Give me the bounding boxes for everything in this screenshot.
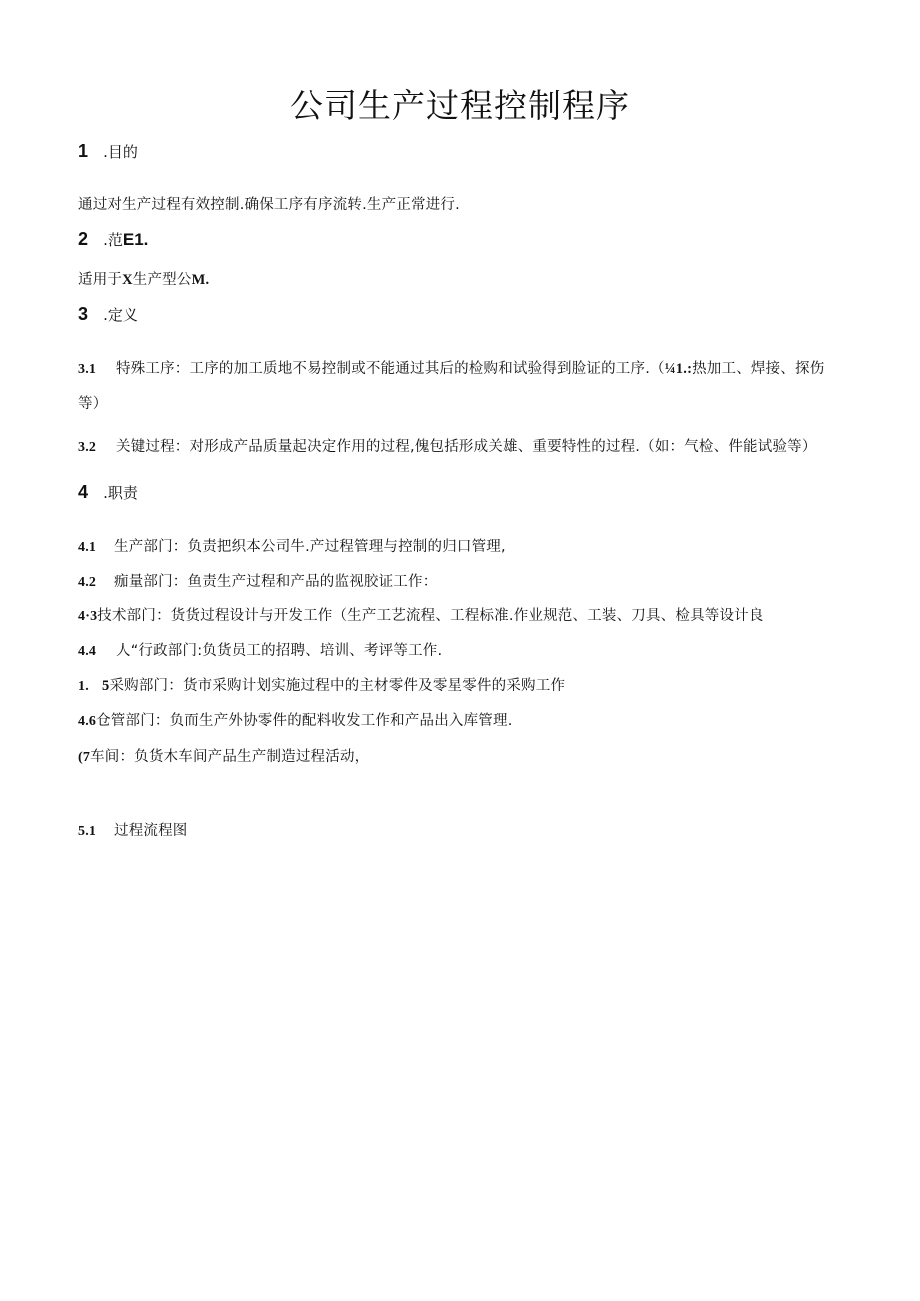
process-5-1 — [78, 819, 188, 840]
definition-3-1-text-b: ¼1.: — [664, 361, 693, 377]
responsibility-4-6-text: 仓管部门：负而生产外协零件的配料收发工作和产品出入库管理. — [96, 713, 513, 729]
responsibility-4-6 — [78, 709, 513, 730]
responsibility-4-3-number: 4·3 — [78, 609, 98, 624]
section-1-body: 通过对生产过程有效控制.确保工序有序流转.生产正常进行. — [78, 197, 460, 213]
responsibility-4-5-number: 1. — [78, 679, 89, 694]
responsibility-4-2-text: 痂量部门：鱼责生产过程和产品的监视胶证工作： — [114, 574, 438, 590]
section-1-heading — [78, 141, 138, 162]
section-2-number: 2 — [78, 229, 89, 249]
section-2-body-part-a: 适用于 — [78, 272, 123, 288]
responsibility-4-7 — [78, 745, 369, 766]
definition-3-1-number: 3.1 — [78, 362, 97, 377]
responsibility-4-7-text: 车间：负货木车间产品生产制造过程活动， — [90, 749, 370, 765]
process-5-1-text: 过程流程图 — [114, 823, 188, 839]
section-2-title-suffix: E1. — [122, 230, 149, 249]
section-2-title: .范 — [103, 231, 123, 249]
section-2-body-part-b: X — [122, 272, 133, 288]
process-5-1-number: 5.1 — [78, 824, 97, 839]
section-4-heading — [78, 482, 138, 503]
section-1-number: 1 — [78, 141, 89, 161]
responsibility-4-4-number: 4.4 — [78, 644, 97, 659]
responsibility-4-1-number: 4.1 — [78, 540, 97, 555]
section-2-body — [78, 268, 209, 289]
responsibility-4-4 — [78, 639, 442, 660]
document-title: 公司生产过程控制程序 — [290, 86, 630, 125]
responsibility-4-5-number-suffix: 5 — [102, 678, 110, 694]
responsibility-4-3-text: 技术部门：货货过程设计与开发工作（生产工艺流程、工程标准.作业规范、工装、刀具、检具等设计良 — [97, 608, 764, 624]
section-3-number: 3 — [78, 304, 89, 324]
responsibility-4-7-number: (7 — [78, 750, 91, 765]
section-4-number: 4 — [78, 482, 89, 502]
responsibility-4-5-text: 采购部门：货市采购计划实施过程中的主材零件及零星零件的采购工作 — [109, 678, 566, 694]
section-1-title: .目的 — [103, 143, 138, 161]
section-2-heading — [78, 229, 148, 250]
section-2-body-part-d: M. — [191, 272, 210, 288]
definition-3-1-text-a: 特殊工序：工序的加工质地不易控制或不能通过其后的检购和试验得到脸证的工序.（ — [116, 361, 665, 377]
definition-3-1 — [78, 357, 824, 378]
section-4-title: .职责 — [103, 484, 138, 502]
responsibility-4-6-number: 4.6 — [78, 714, 97, 729]
responsibility-4-2 — [78, 570, 437, 591]
definition-3-1-text-c: 热加工、焊接、探伤 — [692, 361, 825, 377]
responsibility-4-1-text: 生产部门：负责把织本公司牛.产过程管理与控制的归口管理, — [114, 539, 506, 555]
section-2-body-part-c: 生产型公 — [132, 272, 192, 288]
section-3-title: .定义 — [103, 306, 138, 324]
definition-3-1-continuation: 等） — [78, 396, 108, 412]
responsibility-4-2-number: 4.2 — [78, 575, 97, 590]
definition-3-2-text: 关键过程：对形成产品质量起决定作用的过程,傀包括形成关雄、重要特性的过程.（如：气检、件能试验等） — [116, 439, 817, 455]
responsibility-4-4-text: 人“行政部门:负货员工的招聘、培训、考评等工作. — [116, 643, 443, 659]
responsibility-4-1 — [78, 535, 506, 556]
responsibility-4-5 — [78, 674, 565, 695]
responsibility-4-3 — [78, 604, 764, 625]
definition-3-2 — [78, 435, 817, 456]
section-3-heading — [78, 304, 138, 325]
definition-3-2-number: 3.2 — [78, 440, 97, 455]
